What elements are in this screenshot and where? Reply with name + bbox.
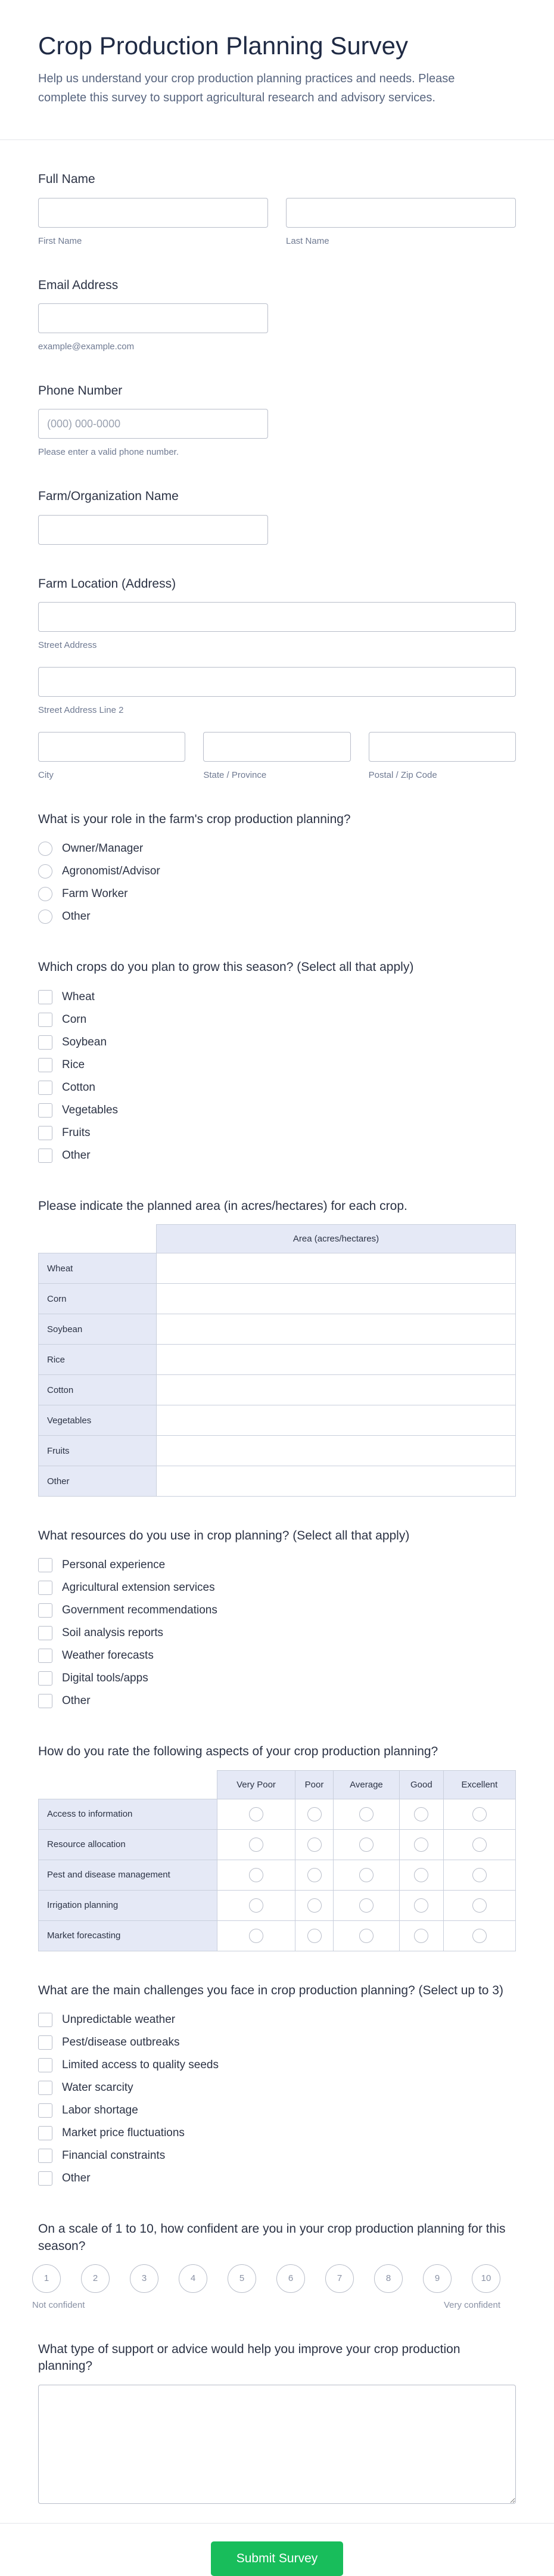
rating-row-label: Resource allocation [39,1829,217,1860]
submit-button[interactable]: Submit Survey [211,2541,343,2576]
checkbox[interactable] [38,1649,52,1663]
checkbox[interactable] [38,1058,52,1072]
table-row [39,1890,516,1920]
confidence-scale [32,2264,500,2293]
radio-button[interactable] [307,1838,322,1852]
crop-option-label: Cotton [62,1081,95,1094]
scale-option[interactable]: 9 [423,2264,452,2293]
farm-name-input[interactable] [38,515,268,545]
radio-button[interactable] [472,1838,487,1852]
street-address-input[interactable] [38,602,516,632]
radio-button[interactable] [472,1898,487,1913]
radio-button[interactable] [307,1807,322,1821]
form-header [0,0,554,140]
radio-button[interactable] [359,1807,374,1821]
challenge-option-label: Unpredictable weather [62,2013,176,2026]
rating-matrix-corner [39,1770,217,1799]
support-label: What type of support or advice would help you improve your crop production planning? [38,2342,460,2373]
area-input-cell[interactable] [157,1436,516,1466]
table-row [39,1920,516,1951]
checkbox[interactable] [38,2126,52,2140]
table-row [39,1375,516,1405]
checkbox[interactable] [38,1103,52,1118]
table-row [39,1253,516,1284]
checkbox[interactable] [38,2013,52,2027]
resource-option-label: Digital tools/apps [62,1672,148,1685]
area-row-label: Wheat [39,1253,157,1284]
table-row [39,1466,516,1497]
scale-option[interactable]: 1 [32,2264,61,2293]
resource-option-label: Soil analysis reports [62,1627,164,1640]
first-name-input[interactable] [38,198,268,228]
checkbox[interactable] [38,1035,52,1050]
challenge-option-label: Other [62,2172,91,2185]
challenges-label: What are the main challenges you face in crop production planning? (Select up to 3) [38,1983,503,1997]
rating-column-header: Average [334,1770,400,1799]
checkbox[interactable] [38,1149,52,1163]
role-option[interactable] [38,883,516,905]
radio-button[interactable] [414,1929,428,1943]
area-row-label: Cotton [39,1375,157,1405]
area-table [38,1224,516,1497]
challenge-option[interactable] [38,2009,516,2031]
radio-button[interactable] [249,1929,263,1943]
role-option[interactable] [38,837,516,860]
farm-location-label: Farm Location (Address) [38,576,176,591]
rating-row-label: Pest and disease management [39,1860,217,1890]
city-input[interactable] [38,732,185,762]
table-row [39,1284,516,1314]
role-option[interactable] [38,860,516,883]
farm-name-label: Farm/Organization Name [38,489,179,504]
rating-field [38,1743,516,1951]
area-input-cell[interactable] [157,1314,516,1345]
table-row [39,1314,516,1345]
state-sublabel: State / Province [203,770,267,781]
last-name-sublabel: Last Name [286,235,329,246]
area-row-label: Corn [39,1284,157,1314]
radio-button[interactable] [38,887,52,901]
scale-high-label: Very confident [443,2299,500,2310]
farm-name-field [38,488,516,544]
radio-button[interactable] [359,1838,374,1852]
page-title: Crop Production Planning Survey [38,32,409,60]
crops-label: Which crops do you plan to grow this season? (Select all that apply) [38,960,414,974]
challenge-option-label: Financial constraints [62,2149,166,2162]
resource-option[interactable] [38,1599,516,1622]
radio-button[interactable] [38,842,52,856]
radio-button[interactable] [307,1868,322,1882]
radio-button[interactable] [472,1868,487,1882]
radio-button[interactable] [472,1929,487,1943]
email-label: Email Address [38,278,119,292]
checkbox[interactable] [38,1558,52,1572]
checkbox[interactable] [38,1626,52,1640]
crop-option-label: Fruits [62,1126,91,1139]
area-input-cell[interactable] [157,1253,516,1284]
farm-location-field [38,576,516,780]
radio-button[interactable] [249,1898,263,1913]
checkbox[interactable] [38,1126,52,1140]
checkbox[interactable] [38,1013,52,1027]
resource-option[interactable] [38,1554,516,1576]
area-input-cell[interactable] [157,1345,516,1375]
table-row [39,1829,516,1860]
radio-button[interactable] [414,1807,428,1821]
radio-button[interactable] [38,864,52,879]
checkbox[interactable] [38,1671,52,1686]
email-sublabel: example@example.com [38,342,135,352]
area-row-label: Fruits [39,1436,157,1466]
area-row-label: Rice [39,1345,157,1375]
challenge-option[interactable] [38,2122,516,2144]
challenge-option[interactable] [38,2077,516,2099]
area-table-corner [39,1225,157,1253]
resource-option-label: Other [62,1694,91,1708]
challenge-option-label: Market price fluctuations [62,2127,185,2140]
rating-column-header: Poor [295,1770,334,1799]
crop-option-label: Vegetables [62,1103,119,1116]
crop-option[interactable] [38,1122,516,1144]
zip-input[interactable] [369,732,516,762]
crop-option-label: Rice [62,1058,85,1071]
phone-label: Phone Number [38,384,123,398]
rating-column-header: Very Poor [217,1770,295,1799]
city-sublabel: City [38,770,54,781]
challenge-option-label: Pest/disease outbreaks [62,2036,180,2049]
form-footer [0,2523,554,2576]
resource-option-label: Weather forecasts [62,1649,154,1662]
scale-low-label: Not confident [32,2299,85,2310]
challenge-option-label: Water scarcity [62,2081,133,2094]
rating-column-header: Good [399,1770,443,1799]
radio-button[interactable] [249,1807,263,1821]
rating-label: How do you rate the following aspects of your crop production planning? [38,1745,438,1759]
crop-option-label: Wheat [62,990,95,1003]
challenge-option[interactable] [38,2054,516,2077]
phone-input[interactable] [38,409,268,439]
resource-option[interactable] [38,1622,516,1644]
resource-option-label: Personal experience [62,1559,166,1572]
radio-button[interactable] [414,1898,428,1913]
challenges-field [38,1982,516,2190]
challenge-option-label: Limited access to quality seeds [62,2059,219,2072]
table-row [39,1860,516,1890]
challenge-option[interactable] [38,2144,516,2167]
support-field [38,2341,516,2504]
resource-option[interactable] [38,1576,516,1599]
resources-label: What resources do you use in crop planning? (Select all that apply) [38,1529,410,1543]
checkbox[interactable] [38,2149,52,2163]
email-field [38,277,516,352]
role-option-label: Other [62,910,91,923]
rating-row-label: Irrigation planning [39,1890,217,1920]
survey-form [0,140,554,2503]
challenge-option[interactable] [38,2167,516,2190]
crop-option-label: Corn [62,1013,87,1026]
role-option[interactable] [38,905,516,928]
checkbox[interactable] [38,1694,52,1708]
phone-field [38,383,516,457]
last-name-input[interactable] [286,198,516,228]
street-address-sublabel: Street Address [38,640,97,651]
rating-column-header: Excellent [443,1770,515,1799]
radio-button[interactable] [472,1807,487,1821]
crop-option[interactable] [38,1076,516,1099]
resource-option-label: Agricultural extension services [62,1581,215,1594]
area-input-cell[interactable] [157,1375,516,1405]
role-option-label: Agronomist/Advisor [62,865,160,878]
area-input-cell[interactable] [157,1466,516,1497]
table-row [39,1799,516,1829]
crop-option[interactable] [38,986,516,1008]
zip-sublabel: Postal / Zip Code [368,770,437,781]
resource-option[interactable] [38,1667,516,1690]
area-column-header: Area (acres/hectares) [157,1225,516,1253]
crop-option[interactable] [38,1054,516,1076]
area-input-cell[interactable] [157,1284,516,1314]
area-row-label: Other [39,1466,157,1497]
role-label: What is your role in the farm's crop production planning? [38,812,351,827]
radio-button[interactable] [359,1929,374,1943]
crop-option[interactable] [38,1008,516,1031]
confidence-label: On a scale of 1 to 10, how confident are you in your crop production planning for this season? [38,2222,506,2253]
checkbox[interactable] [38,1081,52,1095]
challenge-option[interactable] [38,2099,516,2122]
radio-button[interactable] [249,1868,263,1882]
crops-field [38,959,516,1166]
street-address-2-sublabel: Street Address Line 2 [38,705,124,716]
checkbox[interactable] [38,1581,52,1595]
checkbox[interactable] [38,2035,52,2050]
checkbox[interactable] [38,1603,52,1618]
page-description: Help us understand your crop production planning practices and needs. Please complete this survey to support agricultural research and advisory services. [38,72,455,105]
resource-option[interactable] [38,1690,516,1712]
area-row-label: Vegetables [39,1405,157,1436]
state-input[interactable] [203,732,350,762]
scale-option[interactable]: 2 [81,2264,110,2293]
radio-button[interactable] [249,1838,263,1852]
radio-button[interactable] [307,1929,322,1943]
full-name-label: Full Name [38,172,95,187]
email-input[interactable] [38,303,268,333]
role-field [38,811,516,928]
radio-button[interactable] [359,1898,374,1913]
confidence-field [32,2221,516,2310]
resources-field [38,1528,516,1712]
scale-option[interactable]: 3 [130,2264,158,2293]
role-option-label: Owner/Manager [62,842,144,855]
table-row [39,1436,516,1466]
resource-option-label: Government recommendations [62,1604,217,1617]
crop-option-label: Soybean [62,1035,107,1048]
radio-button[interactable] [307,1898,322,1913]
scale-option[interactable]: 5 [228,2264,256,2293]
scale-option[interactable]: 4 [179,2264,207,2293]
checkbox[interactable] [38,2081,52,2095]
crop-option[interactable] [38,1144,516,1167]
checkbox[interactable] [38,2058,52,2072]
table-row [39,1405,516,1436]
scale-option[interactable]: 10 [472,2264,500,2293]
scale-option[interactable]: 6 [276,2264,305,2293]
rating-matrix [38,1770,516,1951]
street-address-2-input[interactable] [38,667,516,697]
rating-row-label: Access to information [39,1799,217,1829]
role-option-label: Farm Worker [62,887,128,901]
crop-option[interactable] [38,1099,516,1122]
radio-button[interactable] [414,1838,428,1852]
scale-option[interactable]: 7 [325,2264,354,2293]
crop-option[interactable] [38,1031,516,1054]
radio-button[interactable] [414,1868,428,1882]
resource-option[interactable] [38,1644,516,1667]
challenge-option-label: Labor shortage [62,2104,138,2117]
table-row [39,1345,516,1375]
checkbox[interactable] [38,2171,52,2186]
area-row-label: Soybean [39,1314,157,1345]
radio-button[interactable] [38,910,52,924]
checkbox[interactable] [38,2103,52,2118]
support-textarea[interactable] [38,2385,516,2504]
area-field [38,1198,516,1497]
scale-option[interactable]: 8 [374,2264,403,2293]
area-label: Please indicate the planned area (in acres/hectares) for each crop. [38,1199,407,1213]
checkbox[interactable] [38,990,52,1004]
full-name-field [38,171,516,246]
first-name-sublabel: First Name [38,235,82,246]
radio-button[interactable] [359,1868,374,1882]
challenge-option[interactable] [38,2031,516,2054]
area-input-cell[interactable] [157,1405,516,1436]
crop-option-label: Other [62,1149,91,1162]
phone-sublabel: Please enter a valid phone number. [38,447,179,458]
rating-row-label: Market forecasting [39,1920,217,1951]
